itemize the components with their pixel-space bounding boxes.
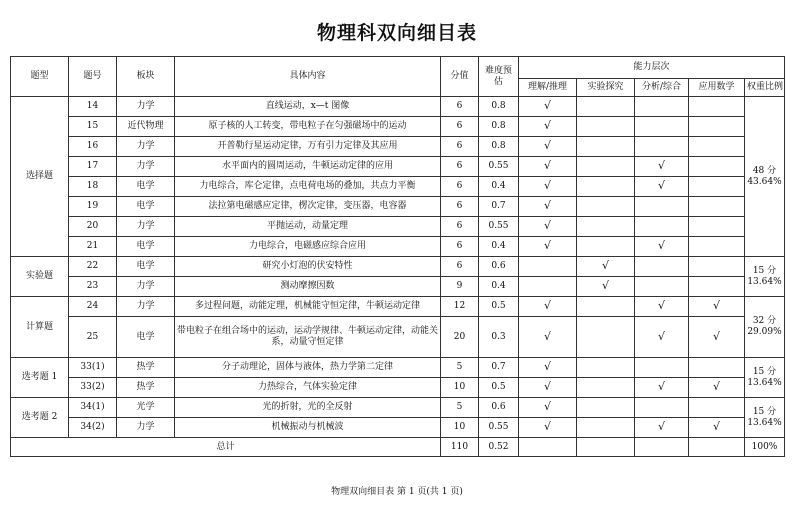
ability-cell [577, 378, 635, 398]
table-row [11, 217, 785, 237]
score: 6 [441, 157, 479, 177]
table-row [11, 117, 785, 137]
ability-cell [635, 137, 689, 157]
weight-percent: 13.64% [747, 276, 782, 287]
blank [519, 438, 577, 457]
module: 力学 [117, 418, 175, 438]
difficulty: 0.4 [479, 177, 519, 197]
content: 力热综合，气体实验定律 [175, 378, 441, 398]
question-type: 计算题 [11, 297, 69, 358]
score: 6 [441, 257, 479, 277]
ability-cell [577, 297, 635, 317]
header-module: 板块 [117, 57, 175, 97]
content: 测动摩擦因数 [175, 277, 441, 297]
table-row [11, 177, 785, 197]
ability-cell [635, 317, 689, 358]
check-mark-icon: √ [712, 329, 720, 343]
module: 力学 [117, 157, 175, 177]
table-row [11, 358, 785, 378]
ability-cell [635, 157, 689, 177]
ability-cell [689, 197, 745, 217]
blank [577, 438, 635, 457]
score: 6 [441, 237, 479, 257]
check-mark-icon: √ [657, 380, 665, 393]
question-number: 33(2) [69, 378, 117, 398]
difficulty: 0.4 [479, 237, 519, 257]
module: 力学 [117, 217, 175, 237]
total-label: 总计 [11, 438, 441, 457]
check-mark-icon: √ [543, 199, 551, 212]
score: 6 [441, 117, 479, 137]
ability-cell [577, 317, 635, 358]
difficulty: 0.8 [479, 137, 519, 157]
question-number: 19 [69, 197, 117, 217]
ability-cell [519, 378, 577, 398]
difficulty: 0.5 [479, 378, 519, 398]
content: 力电综合，库仑定律，点电荷电场的叠加，共点力平衡 [175, 177, 441, 197]
header-score: 分值 [441, 57, 479, 97]
check-mark-icon: √ [543, 159, 551, 172]
weight-percent: 13.64% [747, 377, 782, 388]
ability-cell [577, 257, 635, 277]
module: 电学 [117, 257, 175, 277]
question-number: 24 [69, 297, 117, 317]
score: 5 [441, 398, 479, 418]
module: 力学 [117, 297, 175, 317]
header-ability-analysis: 分析/综合 [635, 79, 689, 97]
table-row [11, 378, 785, 398]
score: 12 [441, 297, 479, 317]
ability-cell [689, 358, 745, 378]
check-mark-icon: √ [543, 380, 551, 393]
ability-cell [689, 117, 745, 137]
ability-cell [689, 277, 745, 297]
score: 6 [441, 177, 479, 197]
header-ability-understand: 理解/推理 [519, 79, 577, 97]
question-number: 34(1) [69, 398, 117, 418]
difficulty: 0.55 [479, 157, 519, 177]
spec-table [10, 56, 785, 457]
weight-score: 15 分 [752, 265, 777, 276]
ability-cell [577, 177, 635, 197]
ability-cell [577, 217, 635, 237]
total-score: 110 [441, 438, 479, 457]
ability-cell [635, 358, 689, 378]
check-mark-icon: √ [712, 380, 720, 393]
ability-cell [635, 237, 689, 257]
question-number: 18 [69, 177, 117, 197]
question-number: 21 [69, 237, 117, 257]
check-mark-icon: √ [657, 329, 665, 343]
module: 电学 [117, 177, 175, 197]
content: 平抛运动，动量定理 [175, 217, 441, 237]
difficulty: 0.8 [479, 117, 519, 137]
ability-cell [577, 398, 635, 418]
blank [635, 438, 689, 457]
question-number: 14 [69, 97, 117, 117]
content: 研究小灯泡的伏安特性 [175, 257, 441, 277]
check-mark-icon: √ [543, 219, 551, 232]
score: 6 [441, 217, 479, 237]
table-row [11, 317, 785, 358]
ability-cell [519, 137, 577, 157]
ability-cell [635, 418, 689, 438]
total-difficulty: 0.52 [479, 438, 519, 457]
weight-cell [745, 358, 785, 398]
ability-cell [635, 297, 689, 317]
question-number: 25 [69, 317, 117, 358]
ability-cell [519, 418, 577, 438]
module: 电学 [117, 237, 175, 257]
score: 10 [441, 378, 479, 398]
content: 法拉第电磁感应定律，楞次定律，变压器，电容器 [175, 197, 441, 217]
module: 近代物理 [117, 117, 175, 137]
score: 10 [441, 418, 479, 438]
check-mark-icon: √ [657, 420, 665, 433]
difficulty: 0.6 [479, 257, 519, 277]
ability-cell [689, 418, 745, 438]
content: 力电综合，电磁感应综合应用 [175, 237, 441, 257]
total-weight: 100% [745, 438, 785, 457]
check-mark-icon: √ [543, 139, 551, 152]
check-mark-icon: √ [657, 299, 665, 312]
header-weight: 权重比例 [745, 79, 785, 97]
question-number: 23 [69, 277, 117, 297]
question-type: 选考题 2 [11, 398, 69, 438]
ability-cell [689, 137, 745, 157]
ability-cell [689, 97, 745, 117]
ability-cell [519, 277, 577, 297]
question-number: 20 [69, 217, 117, 237]
ability-cell [577, 277, 635, 297]
check-mark-icon: √ [601, 259, 609, 272]
ability-cell [577, 358, 635, 378]
check-mark-icon: √ [543, 420, 551, 433]
page-footer: 物理双向细目表 第 1 页(共 1 页) [331, 487, 463, 497]
ability-cell [689, 177, 745, 197]
header-number: 题号 [69, 57, 117, 97]
ability-cell [577, 418, 635, 438]
question-number: 22 [69, 257, 117, 277]
table-row [11, 398, 785, 418]
question-number: 34(2) [69, 418, 117, 438]
weight-score: 32 分 [752, 316, 777, 326]
question-number: 17 [69, 157, 117, 177]
ability-cell [635, 97, 689, 117]
ability-cell [689, 378, 745, 398]
ability-cell [577, 137, 635, 157]
score: 5 [441, 358, 479, 378]
weight-score: 15 分 [752, 366, 777, 377]
ability-cell [519, 358, 577, 378]
score: 20 [441, 317, 479, 358]
check-mark-icon: √ [657, 239, 665, 252]
table-row [11, 97, 785, 117]
check-mark-icon: √ [543, 360, 551, 373]
difficulty: 0.3 [479, 317, 519, 358]
ability-cell [635, 197, 689, 217]
header-ability-experiment: 实验探究 [577, 79, 635, 97]
module: 热学 [117, 378, 175, 398]
ability-cell [519, 317, 577, 358]
module: 电学 [117, 197, 175, 217]
ability-cell [519, 297, 577, 317]
ability-cell [689, 157, 745, 177]
check-mark-icon: √ [543, 119, 551, 132]
check-mark-icon: √ [657, 179, 665, 192]
module: 力学 [117, 137, 175, 157]
check-mark-icon: √ [543, 299, 551, 312]
content: 原子核的人工转变，带电粒子在匀强磁场中的运动 [175, 117, 441, 137]
check-mark-icon: √ [543, 239, 551, 252]
ability-cell [635, 117, 689, 137]
module: 光学 [117, 398, 175, 418]
difficulty: 0.4 [479, 277, 519, 297]
content: 多过程问题，动能定理，机械能守恒定律，牛顿运动定律 [175, 297, 441, 317]
table-row [11, 257, 785, 277]
header-difficulty: 难度预估 [479, 57, 519, 97]
difficulty: 0.55 [479, 217, 519, 237]
ability-cell [577, 117, 635, 137]
difficulty: 0.8 [479, 97, 519, 117]
weight-percent: 43.64% [747, 176, 782, 187]
weight-percent: 13.64% [747, 417, 782, 428]
check-mark-icon: √ [543, 179, 551, 192]
difficulty: 0.55 [479, 418, 519, 438]
check-mark-icon: √ [601, 279, 609, 292]
weight-cell [745, 257, 785, 297]
ability-cell [519, 177, 577, 197]
table-row [11, 297, 785, 317]
content: 机械振动与机械波 [175, 418, 441, 438]
ability-cell [577, 237, 635, 257]
check-mark-icon: √ [657, 159, 665, 172]
check-mark-icon: √ [712, 420, 720, 433]
ability-cell [519, 97, 577, 117]
header-ability-math: 应用数学 [689, 79, 745, 97]
header-type: 题型 [11, 57, 69, 97]
content: 分子动理论，固体与液体，热力学第二定律 [175, 358, 441, 378]
question-number: 16 [69, 137, 117, 157]
question-number: 33(1) [69, 358, 117, 378]
content: 光的折射，光的全反射 [175, 398, 441, 418]
content: 直线运动，x—t 图像 [175, 97, 441, 117]
module: 力学 [117, 277, 175, 297]
weight-cell [745, 398, 785, 438]
question-type: 实验题 [11, 257, 69, 297]
content: 水平面内的圆周运动，牛顿运动定律的应用 [175, 157, 441, 177]
difficulty: 0.5 [479, 297, 519, 317]
ability-cell [577, 197, 635, 217]
ability-cell [635, 217, 689, 237]
ability-cell [519, 197, 577, 217]
question-type: 选考题 1 [11, 358, 69, 398]
header-ability: 能力层次 [519, 57, 785, 79]
weight-cell [745, 297, 785, 358]
page-title: 物理科双向细目表 [316, 22, 477, 44]
score: 6 [441, 97, 479, 117]
ability-cell [519, 217, 577, 237]
check-mark-icon: √ [543, 99, 551, 112]
check-mark-icon: √ [543, 329, 551, 343]
check-mark-icon: √ [712, 299, 720, 312]
weight-score: 15 分 [752, 406, 777, 417]
content: 带电粒子在组合场中的运动，运动学规律、牛顿运动定律，动能关系，动量守恒定律 [175, 317, 441, 358]
score: 6 [441, 197, 479, 217]
table-row [11, 157, 785, 177]
weight-score: 48 分 [752, 165, 777, 176]
table-row [11, 418, 785, 438]
ability-cell [635, 277, 689, 297]
question-type: 选择题 [11, 97, 69, 257]
check-mark-icon: √ [543, 400, 551, 413]
ability-cell [519, 398, 577, 418]
ability-cell [689, 237, 745, 257]
total-row [11, 438, 785, 457]
ability-cell [635, 177, 689, 197]
ability-cell [519, 257, 577, 277]
table-row [11, 277, 785, 297]
difficulty: 0.7 [479, 197, 519, 217]
ability-cell [689, 398, 745, 418]
difficulty: 0.7 [479, 358, 519, 378]
ability-cell [577, 157, 635, 177]
weight-cell [745, 97, 785, 257]
score: 6 [441, 137, 479, 157]
module: 热学 [117, 358, 175, 378]
module: 力学 [117, 97, 175, 117]
ability-cell [689, 317, 745, 358]
difficulty: 0.6 [479, 398, 519, 418]
weight-percent: 29.09% [747, 327, 782, 337]
ability-cell [635, 378, 689, 398]
ability-cell [519, 157, 577, 177]
table-row [11, 237, 785, 257]
ability-cell [635, 257, 689, 277]
ability-cell [577, 97, 635, 117]
module: 电学 [117, 317, 175, 358]
ability-cell [689, 257, 745, 277]
question-number: 15 [69, 117, 117, 137]
ability-cell [689, 297, 745, 317]
table-row [11, 197, 785, 217]
content: 开普勒行星运动定律，万有引力定律及其应用 [175, 137, 441, 157]
ability-cell [689, 217, 745, 237]
blank [689, 438, 745, 457]
score: 9 [441, 277, 479, 297]
table-row [11, 137, 785, 157]
ability-cell [635, 398, 689, 418]
ability-cell [519, 117, 577, 137]
header-content: 具体内容 [175, 57, 441, 97]
ability-cell [519, 237, 577, 257]
